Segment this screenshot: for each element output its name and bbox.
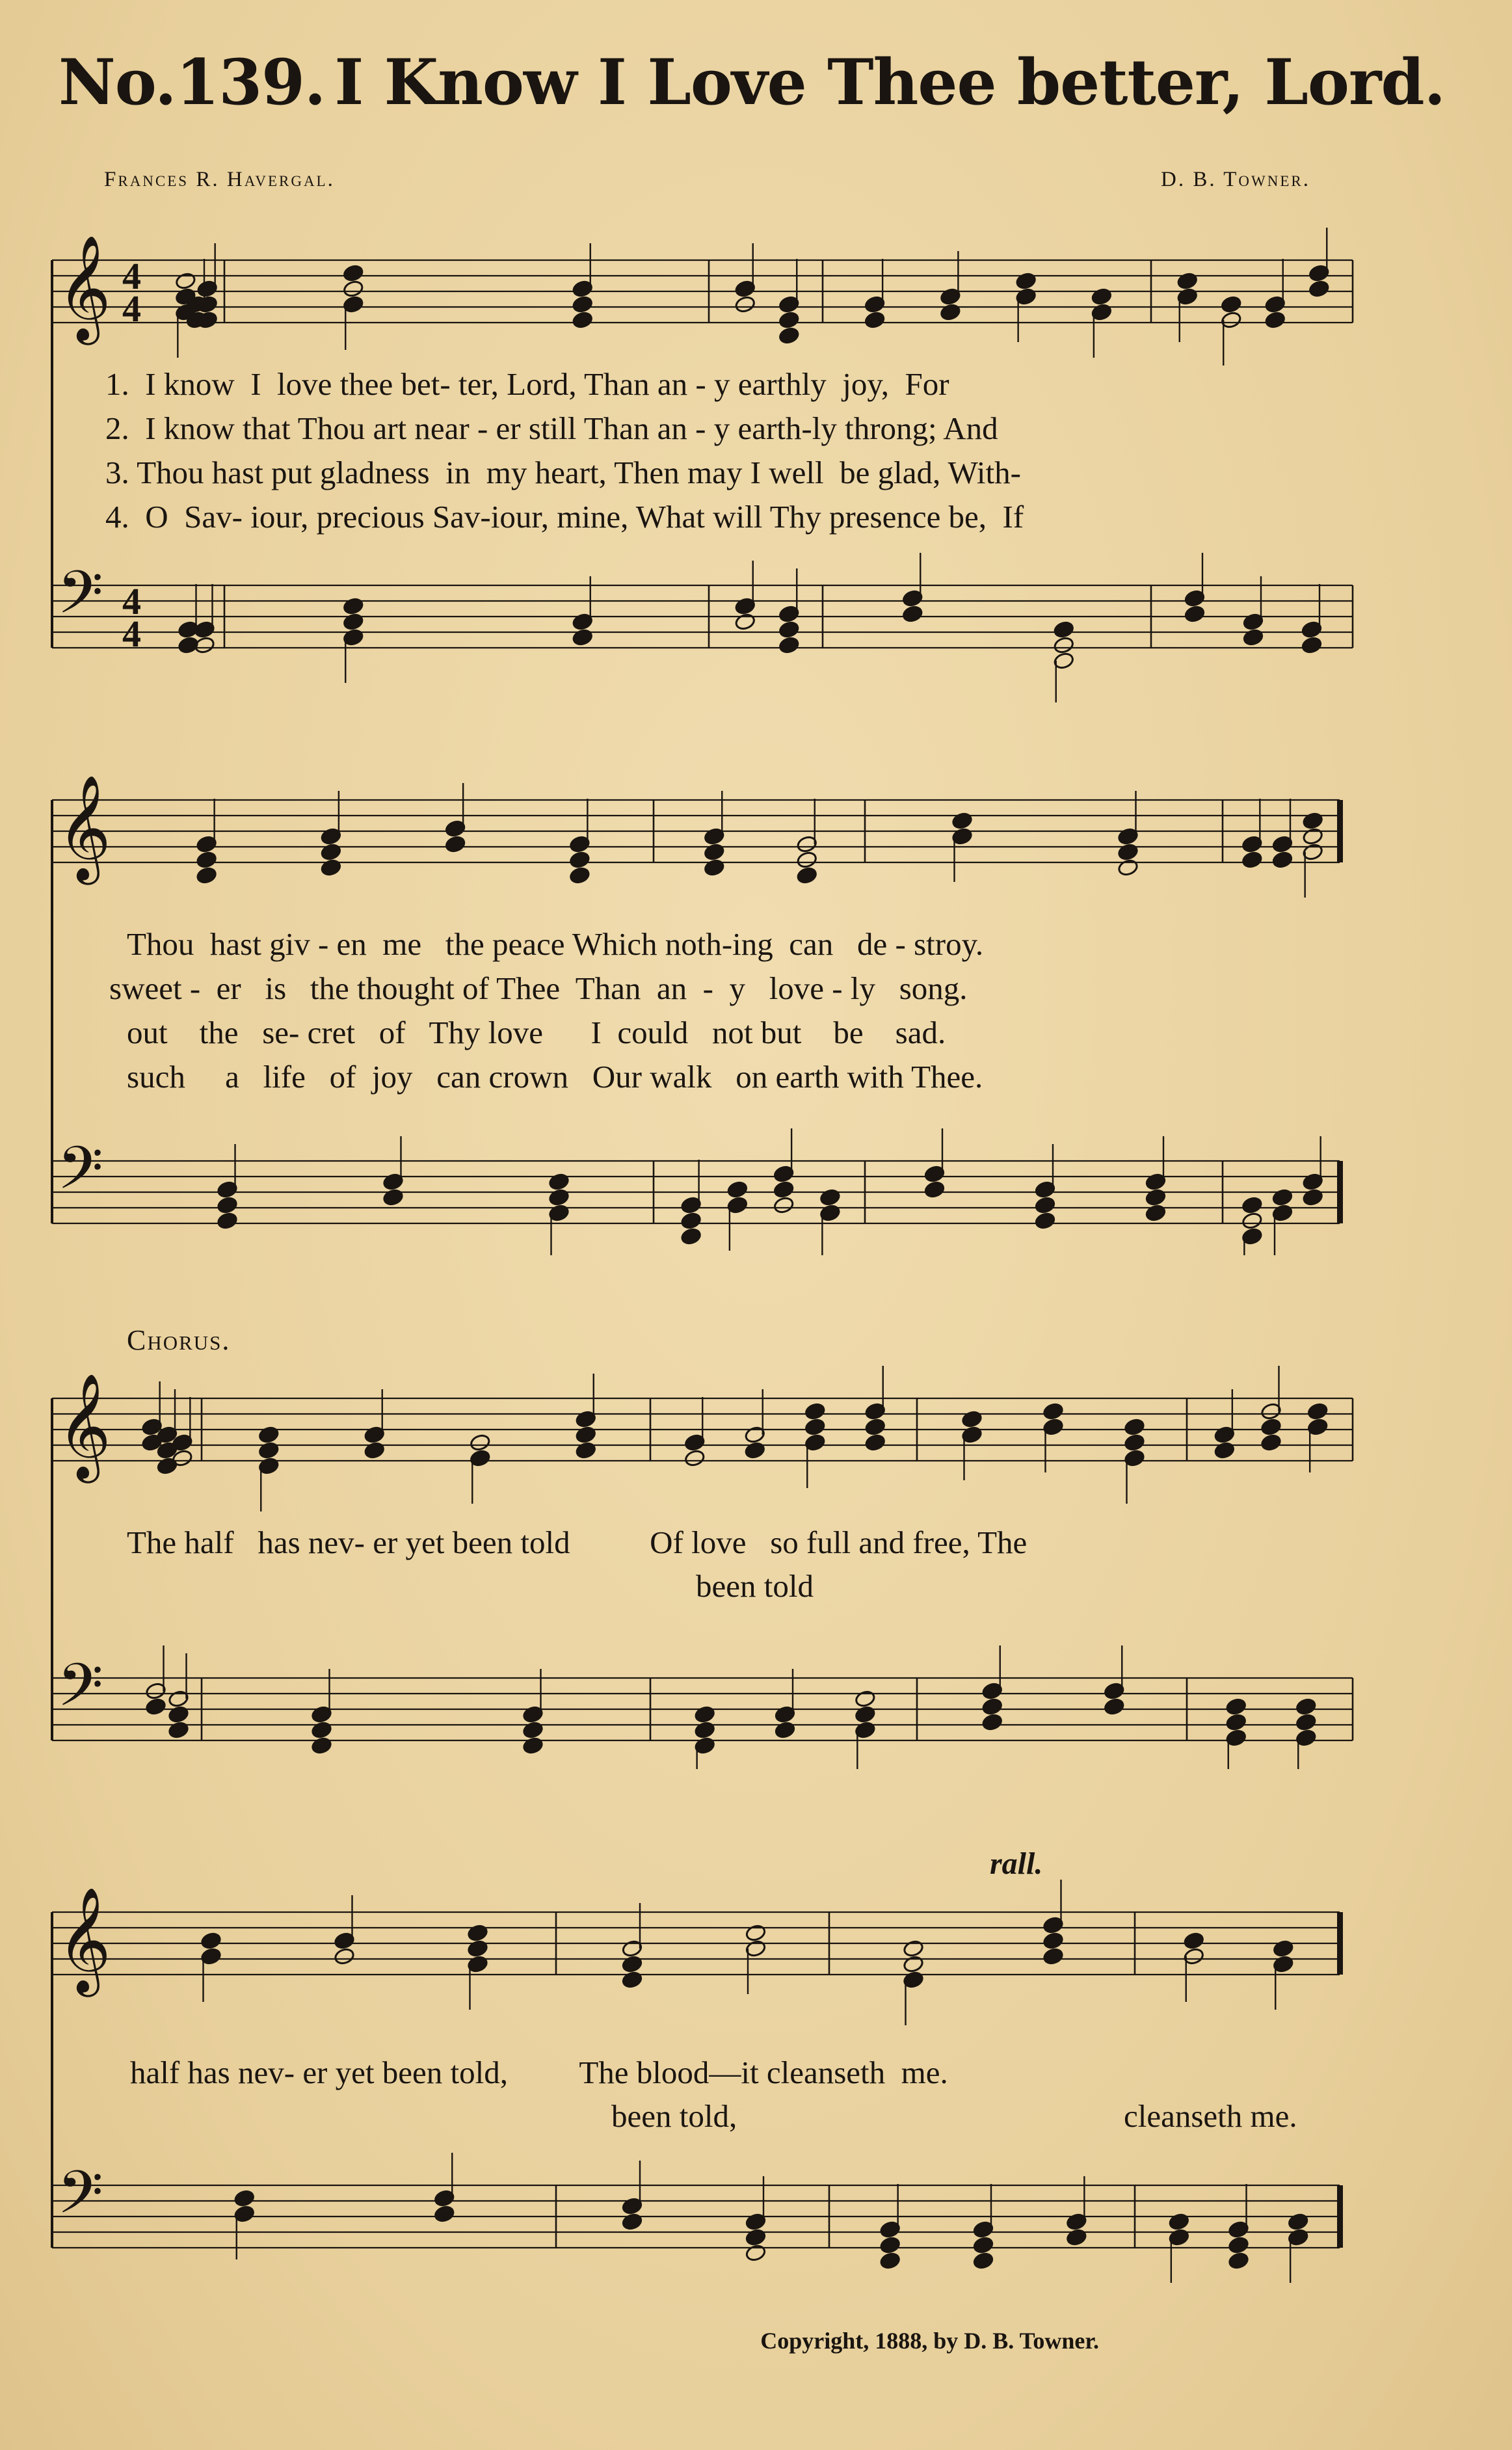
verse-line-3a: 3. Thou hast put gladness in my heart, Then may I well be glad, With- [105, 455, 1021, 490]
bass-clef: 𝄢 [57, 558, 103, 641]
note-head [343, 613, 364, 631]
note-head [1145, 1204, 1166, 1222]
note-head [1034, 1212, 1055, 1230]
verse-line-4b: such a life of joy can crown Our walk on earth with Thee. [127, 1059, 983, 1095]
treble-staff [52, 1366, 1353, 1511]
note-head [1053, 620, 1074, 639]
final-barline [1337, 2185, 1343, 2248]
note-head [744, 1441, 765, 1459]
note-head [778, 620, 800, 639]
note-head [145, 1698, 166, 1716]
note-head [572, 295, 593, 313]
note-head [1301, 636, 1322, 654]
bass-clef: 𝄢 [57, 2158, 103, 2241]
note-head [1221, 295, 1242, 313]
note-head [1225, 1713, 1247, 1731]
note-head [1264, 311, 1286, 329]
note-head [680, 1227, 702, 1245]
note-head [694, 1705, 715, 1724]
verse-line-1a: 1. I know I love thee bet- ter, Lord, Than an - y earthly joy, For [105, 366, 949, 402]
note-head [569, 866, 590, 885]
note-head [572, 311, 593, 329]
note-head [734, 295, 756, 313]
note-head [903, 1939, 924, 1958]
verse-line-2a: 2. I know that Thou art near - er still Than an - y earth-ly throng; And [105, 410, 998, 446]
time-signature-bottom: 4 [122, 613, 141, 655]
note-head [796, 866, 817, 885]
copyright-notice: Copyright, 1888, by D. B. Towner. [760, 2328, 1099, 2354]
note-head [575, 1426, 596, 1444]
note-head [804, 1418, 826, 1436]
note-head [778, 311, 800, 329]
treble-staff [52, 228, 1353, 366]
chorus-echo-1: been told [696, 1568, 814, 1604]
note-head [1042, 1932, 1064, 1950]
note-head [855, 1690, 876, 1708]
note-head [680, 1212, 702, 1230]
verse-line-3b: out the se- cret of Thy love I could not but be sad. [127, 1015, 946, 1050]
note-head [1117, 859, 1139, 877]
note-head [548, 1173, 570, 1191]
chorus-label: Chorus. [127, 1324, 231, 1356]
treble-clef: 𝄞 [57, 235, 111, 341]
note-head [467, 1939, 488, 1958]
note-head [1214, 1441, 1235, 1459]
note-head [175, 272, 196, 290]
note-head [1066, 2228, 1087, 2246]
note-head [168, 1705, 189, 1724]
treble-clef: 𝄞 [57, 1373, 111, 1479]
note-head [1042, 1947, 1064, 1965]
note-head [864, 1433, 886, 1452]
chorus-echo-2b: cleanseth me. [1124, 2098, 1297, 2134]
note-head [902, 605, 923, 623]
rallentando-marking: rall. [990, 1846, 1043, 1881]
note-head [778, 326, 800, 345]
note-head [684, 1449, 706, 1467]
note-head [572, 628, 593, 646]
note-head [522, 1721, 544, 1739]
note-head [621, 2213, 643, 2231]
note-head [1168, 2213, 1189, 2231]
note-head [364, 1441, 385, 1459]
bass-staff [52, 2153, 1340, 2283]
note-head [879, 2236, 901, 2254]
treble-staff [52, 1880, 1340, 2025]
note-head [774, 1721, 795, 1739]
note-head [1184, 605, 1205, 623]
bass-staff [52, 1645, 1353, 1769]
note-head [334, 1947, 355, 1965]
verse-line-1b: Thou hast giv - en me the peace Which noth-ing can de - stroy. [127, 926, 984, 962]
note-head [1260, 1418, 1282, 1436]
note-head [1241, 1212, 1263, 1230]
chorus-echo-2a: been told, [611, 2098, 737, 2134]
note-head [1271, 1188, 1293, 1206]
bass-staff [52, 553, 1353, 702]
note-head [855, 1705, 876, 1724]
time-signature-top: 4 [122, 255, 141, 297]
final-barline [1337, 1161, 1343, 1223]
note-head [1053, 636, 1074, 654]
note-head [217, 1212, 238, 1230]
chorus-line-1: The half has nev- er yet been told Of love so full and free, The [127, 1525, 1028, 1560]
bass-clef: 𝄢 [57, 1134, 103, 1217]
time-signature-bottom: 4 [122, 287, 141, 330]
note-head [745, 2228, 766, 2246]
note-head [434, 2205, 455, 2223]
note-head [1302, 812, 1323, 830]
note-head [981, 1698, 1003, 1716]
note-head [1295, 1713, 1317, 1731]
words-credit: Frances R. Havergal. [104, 168, 335, 191]
note-head [1295, 1698, 1317, 1716]
note-head [804, 1402, 826, 1420]
note-head [1124, 1433, 1145, 1452]
treble-clef: 𝄞 [57, 1887, 111, 1993]
note-head [734, 613, 756, 631]
note-head [343, 264, 364, 282]
note-head [1241, 1196, 1263, 1214]
note-head [1145, 1188, 1166, 1206]
note-head [1034, 1196, 1055, 1214]
note-head [258, 1426, 280, 1444]
bass-staff [52, 1128, 1340, 1255]
note-head [382, 1188, 404, 1206]
note-head [467, 1924, 488, 1942]
note-head [621, 1955, 643, 1973]
note-head [621, 1971, 643, 1989]
note-head [981, 1713, 1003, 1731]
note-head [1242, 628, 1264, 646]
note-head [1273, 1939, 1294, 1958]
note-head [258, 1441, 280, 1459]
note-head [1307, 1402, 1329, 1420]
note-head [1091, 287, 1112, 306]
note-head [1288, 2213, 1309, 2231]
note-head [972, 2236, 994, 2254]
note-head [575, 1441, 596, 1459]
note-head [445, 835, 466, 853]
note-head [1260, 1433, 1282, 1452]
note-head [1117, 843, 1139, 861]
hymn-title [59, 46, 1445, 119]
note-head [694, 1721, 715, 1739]
final-barline [1337, 1912, 1343, 1975]
note-head [522, 1737, 544, 1755]
note-head [196, 851, 217, 869]
hymn-number: No.139. [59, 46, 326, 119]
chorus-line-2: half has nev- er yet been told, The blood—it cleanseth me. [130, 2055, 948, 2090]
music-credit: D. B. Towner. [1161, 168, 1310, 191]
hymn-title-text: I Know I Love Thee better, Lord. [334, 46, 1445, 119]
note-head [1302, 827, 1323, 846]
note-head [951, 812, 973, 830]
note-head [156, 1457, 178, 1475]
note-head [1308, 280, 1330, 298]
note-head [200, 1932, 222, 1950]
note-head [217, 1196, 238, 1214]
note-head [1042, 1402, 1064, 1420]
note-head [961, 1410, 983, 1428]
final-barline [1337, 800, 1343, 862]
bass-clef: 𝄢 [57, 1651, 103, 1734]
note-head [972, 2252, 994, 2270]
note-head [1124, 1418, 1145, 1436]
note-head [773, 1196, 795, 1214]
note-head [864, 1418, 886, 1436]
treble-clef: 𝄞 [57, 775, 111, 881]
note-head [1104, 1698, 1125, 1716]
note-head [864, 311, 886, 329]
note-head [1271, 851, 1293, 869]
note-head [778, 636, 800, 654]
note-head [1241, 851, 1263, 869]
note-head [1228, 2236, 1249, 2254]
note-head [320, 859, 341, 877]
note-head [745, 2244, 766, 2262]
music-system-4 [0, 1867, 1512, 2315]
note-head [923, 1180, 945, 1199]
note-head [704, 859, 725, 877]
note-head [233, 2189, 255, 2207]
note-head [1302, 1188, 1323, 1206]
note-head [548, 1188, 570, 1206]
note-head [569, 851, 590, 869]
note-head [745, 1924, 766, 1942]
note-head [726, 1180, 748, 1199]
note-head [1183, 1932, 1204, 1950]
note-head [796, 851, 817, 869]
note-head [879, 2252, 901, 2270]
note-head [343, 597, 364, 615]
note-head [1015, 272, 1037, 290]
note-head [773, 1180, 795, 1199]
verse-line-4a: 4. O Sav- iour, precious Sav-iour, mine, What will Thy presence be, If [105, 499, 1024, 535]
note-head [704, 843, 725, 861]
note-head [196, 866, 217, 885]
note-head [903, 1955, 924, 1973]
note-head [320, 843, 341, 861]
note-head [311, 1721, 332, 1739]
note-head [343, 280, 364, 298]
note-head [940, 303, 961, 321]
note-head [168, 1721, 189, 1739]
treble-staff [52, 775, 1340, 898]
note-head [1225, 1698, 1247, 1716]
note-head [1176, 272, 1198, 290]
note-head [1228, 2252, 1249, 2270]
note-head [470, 1433, 491, 1452]
note-head [311, 1737, 332, 1755]
verse-line-2b: sweet - er is the thought of Thee Than an - y love - ly song. [109, 970, 968, 1006]
note-head [819, 1188, 841, 1206]
time-signature-top: 4 [122, 580, 141, 622]
